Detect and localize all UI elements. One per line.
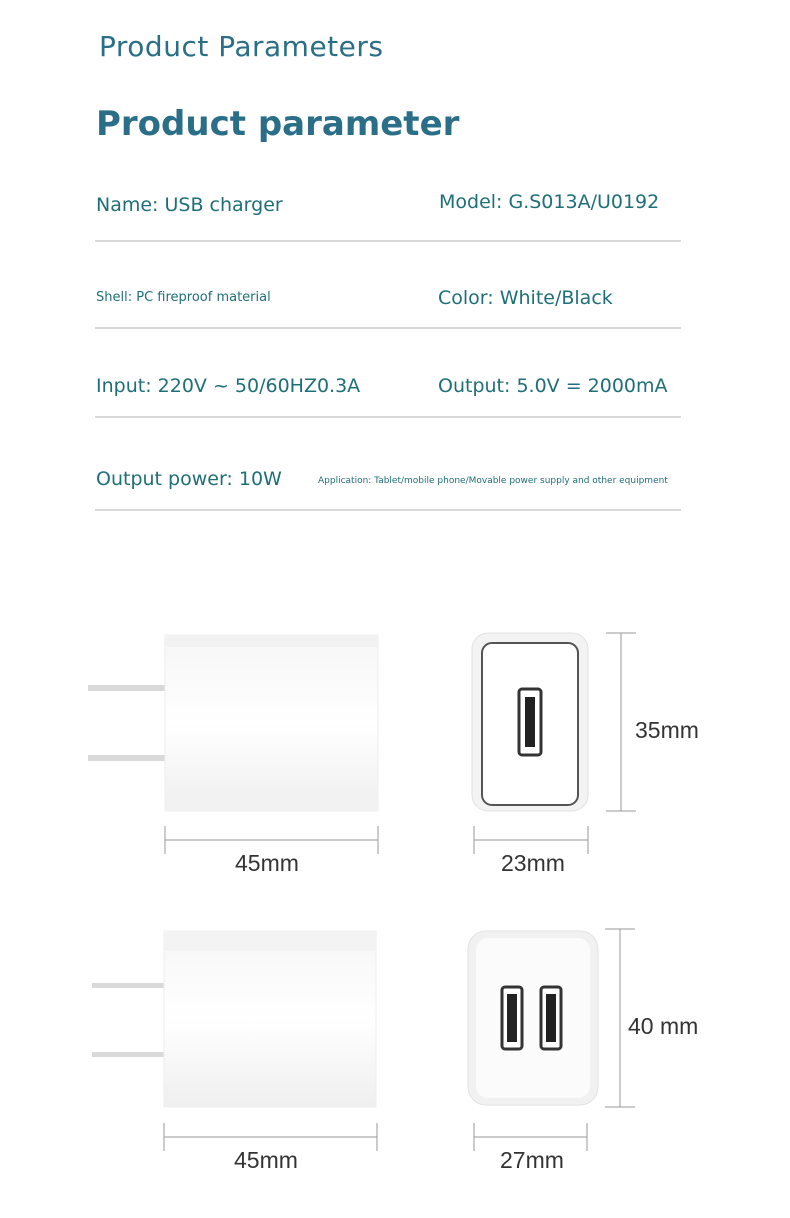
single-charger-side xyxy=(88,635,378,854)
param-shell: Shell: PC fireproof material xyxy=(96,290,271,305)
product-illustration xyxy=(0,600,790,1200)
param-row-1 xyxy=(95,168,681,242)
param-output: Output: 5.0V = 2000mA xyxy=(438,375,668,397)
dim-dual-width: 45mm xyxy=(234,1147,298,1173)
dim-dual-height: 40 mm xyxy=(628,1013,699,1039)
param-input: Input: 220V ~ 50/60HZ0.3A xyxy=(96,375,361,397)
dual-charger-side xyxy=(92,931,377,1151)
dim-single-width: 45mm xyxy=(235,850,299,876)
param-row-4 xyxy=(95,416,681,511)
param-row-2 xyxy=(95,240,681,329)
section-title: Product parameter xyxy=(96,104,460,144)
param-output-power: Output power: 10W xyxy=(96,468,282,490)
dim-dual-depth: 27mm xyxy=(500,1147,564,1173)
param-model: Model: G.S013A/U0192 xyxy=(439,191,660,213)
single-charger-front xyxy=(472,633,636,854)
param-name: Name: USB charger xyxy=(96,194,283,216)
param-application: Application: Tablet/mobile phone/Movable power supply and other equipment xyxy=(318,476,668,486)
dual-charger-front xyxy=(468,929,635,1151)
dim-single-height: 35mm xyxy=(635,717,699,743)
dim-single-depth: 23mm xyxy=(501,850,565,876)
param-color: Color: White/Black xyxy=(438,287,613,309)
page-title: Product Parameters xyxy=(99,30,384,63)
param-row-3 xyxy=(95,327,681,418)
